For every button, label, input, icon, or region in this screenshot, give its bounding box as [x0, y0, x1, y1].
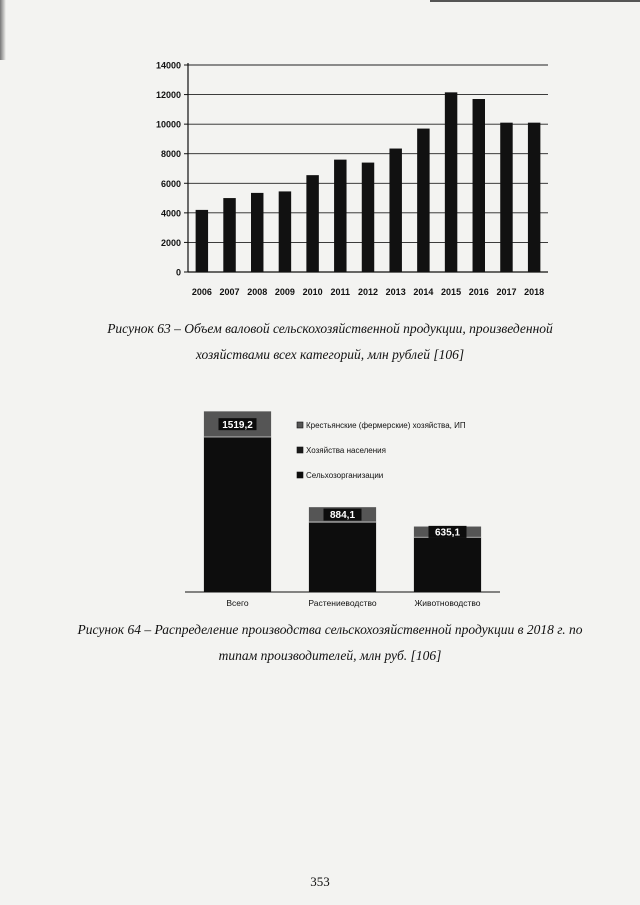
y-tick-label: 12000	[155, 90, 181, 101]
x-tick-label: Животноводство	[414, 598, 481, 608]
x-tick-label: 2009	[274, 287, 295, 297]
bar-segment	[204, 437, 271, 592]
bar	[445, 92, 457, 272]
gross-output-bar-chart	[0, 0, 640, 300]
figure-64-caption	[60, 617, 600, 669]
y-tick-label: 10000	[155, 119, 181, 130]
data-label: 635,1	[434, 527, 461, 539]
y-tick-label: 14000	[155, 60, 181, 71]
x-tick-label: 2013	[385, 287, 406, 297]
bar-segment	[414, 537, 481, 592]
bar	[279, 191, 291, 272]
bar	[389, 149, 401, 272]
bar-segment	[309, 522, 376, 592]
x-tick-label: 2007	[219, 287, 240, 297]
bar	[362, 163, 374, 272]
figure-63-caption	[60, 316, 600, 368]
bar	[417, 129, 429, 272]
caption-line: Рисунок 63 – Объем валовой сельскохозяйственной продукции, произведенной	[107, 321, 553, 336]
legend-swatch	[297, 422, 303, 428]
bar	[223, 198, 235, 272]
x-tick-label: 2017	[496, 287, 517, 297]
legend-label: Сельхозорганизации	[306, 471, 384, 480]
page-number: 353	[310, 874, 330, 889]
y-tick-label: 8000	[160, 149, 181, 160]
bar	[334, 160, 346, 272]
x-tick-label: 2018	[524, 287, 545, 297]
x-tick-label: Растениеводство	[308, 598, 377, 608]
x-tick-label: 2011	[330, 287, 351, 297]
x-tick-label: 2015	[441, 287, 462, 297]
data-label: 884,1	[329, 510, 356, 522]
x-tick-label: 2006	[191, 287, 212, 297]
bar	[251, 193, 263, 272]
y-tick-label: 0	[175, 267, 181, 278]
producer-distribution-stacked-chart	[0, 400, 640, 620]
caption-line: Рисунок 64 – Распределение производства сельскохозяйственной продукции в 2018 г. по	[77, 622, 583, 637]
legend-swatch	[297, 472, 303, 478]
legend-label: Хозяйства населения	[306, 446, 386, 455]
bar	[500, 123, 512, 272]
legend-swatch	[297, 447, 303, 453]
x-tick-label: Всего	[226, 598, 249, 608]
x-tick-label: 2014	[413, 287, 434, 297]
x-tick-label: 2008	[247, 287, 268, 297]
data-label: 1519,2	[222, 419, 253, 431]
caption-line: хозяйствами всех категорий, млн рублей [106]	[195, 347, 465, 362]
y-tick-label: 2000	[160, 237, 181, 248]
bar	[528, 123, 540, 272]
x-tick-label: 2016	[468, 287, 489, 297]
x-tick-label: 2012	[357, 287, 379, 297]
bar	[473, 99, 485, 272]
caption-line: типам производителей, млн руб. [106]	[218, 648, 442, 663]
bar	[196, 210, 208, 272]
bar	[306, 175, 318, 272]
legend-label: Крестьянские (фермерские) хозяйства, ИП	[306, 421, 466, 430]
x-tick-label: 2010	[302, 287, 323, 297]
y-tick-label: 6000	[160, 178, 181, 189]
y-tick-label: 4000	[160, 208, 181, 219]
